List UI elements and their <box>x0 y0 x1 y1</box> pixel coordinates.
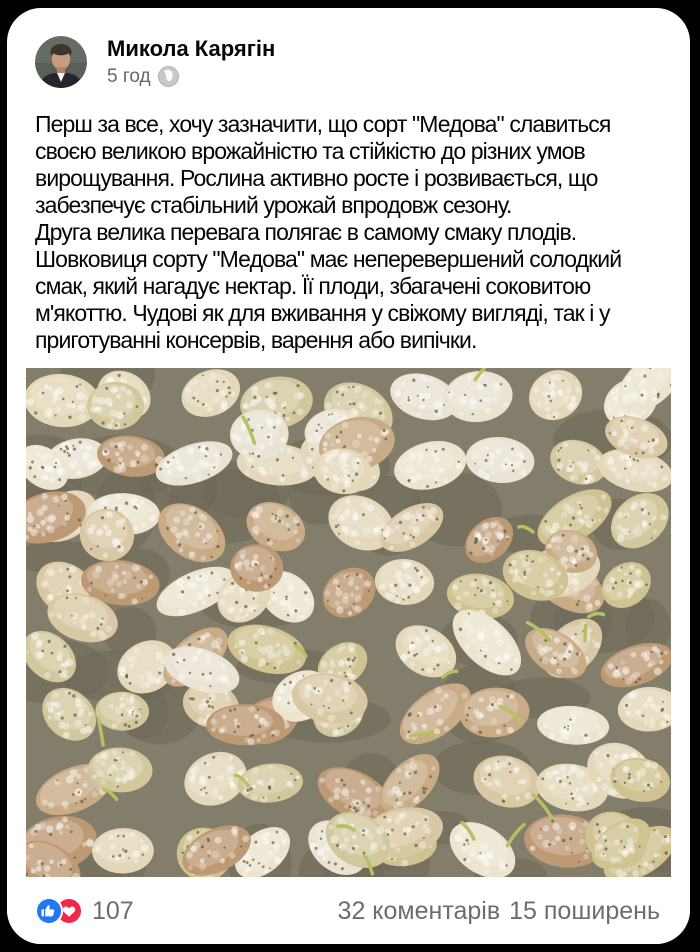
avatar[interactable] <box>35 36 87 88</box>
post-text <box>7 111 690 354</box>
mulberries-photo-image <box>26 368 671 877</box>
reactions-summary <box>37 897 134 926</box>
post-text-paragraph-1: Перш за все, хочу зазначити, що сорт "Медова" славиться своєю великою врожайністю та стійкістю до різних умов вирощування. Рослина активно росте і розвивається, що забезпечує стабільний урожай впродовж сезону. <box>35 111 611 218</box>
post-stats-bar <box>7 878 690 944</box>
post-meta-row <box>107 66 275 88</box>
post-text-paragraph-2: Друга велика перевага полягає в самому смаку плодів. Шовковиця сорту "Медова" має неперевершений солодкий смак, який нагадує нектар. Її плоди, збагачені соковитою м'якоттю. Чудові як для вживання у свіжому вигляді, так і у приготуванні консервів, варення або випічки. <box>35 219 622 353</box>
shares-count[interactable]: 15 поширень <box>509 896 660 925</box>
header-meta <box>107 36 275 87</box>
reaction-count[interactable]: 107 <box>92 896 134 925</box>
comments-count[interactable]: 32 коментарів <box>337 896 501 925</box>
like-reaction-icon[interactable] <box>37 899 61 923</box>
post-card <box>7 8 690 944</box>
post-header <box>7 8 690 88</box>
comments-shares[interactable] <box>338 897 660 926</box>
post-timestamp[interactable]: 5 год <box>107 65 151 87</box>
globe-icon <box>158 66 179 87</box>
post-photo[interactable] <box>26 368 671 877</box>
avatar-portrait-image <box>35 36 87 88</box>
author-name[interactable]: Микола Карягін <box>107 36 276 62</box>
